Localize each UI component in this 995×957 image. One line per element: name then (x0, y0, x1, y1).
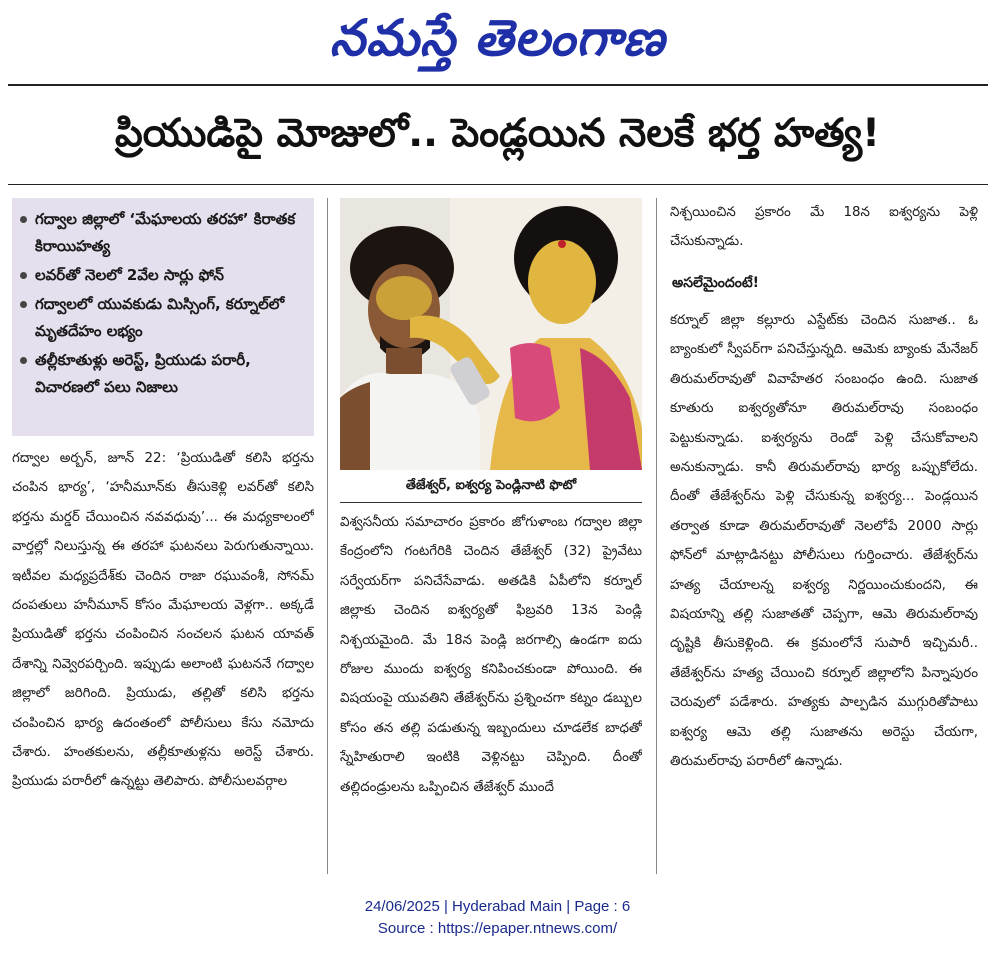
footer-edition-info: 24/06/2025 | Hyderabad Main | Page : 6 (364, 898, 631, 915)
highlight-item: లవర్‌తో నెలలో 2వేల సార్లు ఫోన్ (20, 262, 310, 289)
article-column-1 (12, 444, 314, 874)
newspaper-logo: నమస్తే తెలంగాణ (329, 9, 666, 67)
headline-divider (8, 184, 988, 185)
photo-caption: తేజేశ్వర్, ఐశ్వర్య పెండ్లినాటి ఫొటో (340, 470, 642, 503)
article-column-3-top (670, 198, 978, 260)
highlights-box (12, 198, 314, 436)
article-column-3 (670, 306, 978, 874)
column-separator (327, 198, 328, 874)
bullet-icon (20, 272, 27, 279)
article-text: విశ్వసనీయ సమాచారం ప్రకారం జోగుళాంబ గద్వాల జిల్లా కేంద్రంలోని గంటగేరికి చెందిన తేజేశ్వర్ (32) ప్రైవేటు సర్వేయర్‌గా పనిచేసేవాడు. అతడికి ఏపీలోని కర్నూల్ జిల్లాకు చెందిన ఐశ్వర్యతో ఫిబ్రవరి 13న పెండ్లి నిశ్చయమైంది. మే 18న పెండ్లి జరగాల్సి ఉండగా ఐదు రోజుల ముందు ఐశ్వర్య కనిపించకుండా పోయింది. ఈ విషయంపై యువతిని తేజేశ్వర్‌ను ప్రశ్నించగా కట్నం డబ్బుల కోసం తన తల్లి పడుతున్న ఇబ్బందులు చూడలేక బాధతో స్నేహితురాలి ఇంటికి వెళ్లినట్టు చెప్పింది. దీంతో తల్లిదండ్రులను ఒప్పించిన తేజేశ్వర్ ముందే (340, 515, 642, 795)
article-text: నిశ్చయించిన ప్రకారం మే 18న ఐశ్వర్యను పెళ్లి చేసుకున్నాడు. (670, 205, 978, 250)
highlight-item: తల్లీకూతుళ్లు అరెస్ట్, ప్రియుడు పరారీ, విచారణలో పలు నిజాలు (20, 347, 310, 401)
masthead-divider (8, 84, 988, 86)
wedding-photo (340, 198, 642, 470)
couple-photo-illustration (340, 198, 642, 470)
bullet-icon (20, 357, 27, 364)
highlight-item: గద్వాలలో యువకుడు మిస్సింగ్, కర్నూల్‌లో మృతదేహం లభ్యం (20, 291, 310, 345)
article-text: గద్వాల అర్బన్, జూన్ 22: ‘ప్రియుడితో కలిసి భర్తను చంపిన భార్య’, ‘హనీమూన్‌కు తీసుకెళ్లి లవర్‌తో కలిసి భర్తను మర్డర్ చేయించిన నవవధువు’... ఈ మధ్యకాలంలో వార్తల్లో నిలుస్తున్న ఈ తరహా ఘటనలు పెరుగుతున్నాయి. ఇటీవల మధ్యప్రదేశ్‌కు చెందిన రాజా రఘువంశీ, సోనమ్ దంపతులు హనీమూన్ కోసం మేఘాలయ వెళ్లగా.. అక్కడే ప్రియుడితో భర్తను చంపించిన సంచలన ఘటన యావత్ దేశాన్ని నివ్వెరపర్చింది. ఇప్పుడు అలాంటి ఘటననే గద్వాల జిల్లాలో జరిగింది. ప్రియుడు, తల్లితో కలిసి భర్తను చంపించిన భార్య ఉదంతంలో పోలీసులు కేసు నమోదు చేశారు. హంతకులను, తల్లీకూతుళ్లను అరెస్ట్ చేశారు. ప్రియుడు పరారీలో ఉన్నట్టు తెలిపారు. పోలీసులవర్గాల (12, 451, 314, 790)
masthead (0, 2, 995, 74)
headline: ప్రియుడిపై మోజులో.. పెండ్లయిన నెలకే భర్త హత్య! (115, 111, 880, 156)
bullet-icon (20, 301, 27, 308)
section-subhead: అసలేమైందంటే! (672, 275, 760, 291)
footer-source: Source : https://epaper.ntnews.com/ (377, 920, 618, 937)
highlight-item: గద్వాల జిల్లాలో ‘మేఘాలయ తరహా’ కిరాతక కిరాయిహత్య (20, 206, 310, 260)
column-separator (656, 198, 657, 874)
bullet-icon (20, 216, 27, 223)
article-column-2 (340, 508, 642, 874)
article-text: కర్నూల్ జిల్లా కల్లూరు ఎస్టేట్‌కు చెందిన సుజాత.. ఓ బ్యాంకులో స్వీపర్‌గా పనిచేస్తున్నది. ఆమెకు బ్యాంకు మేనేజర్ తిరుమల్‌రావుతో వివాహేతర సంబంధం ఉంది. సుజాత కూతురు ఐశ్వర్యతోనూ తిరుమల్‌రావు సంబంధం పెట్టుకున్నాడు. ఐశ్వర్యను రెండో పెళ్లి చేసుకోవాలని అనుకున్నాడు. కానీ తిరుమల్‌రావు భార్య ఒప్పుకోలేదు. దీంతో తేజేశ్వర్‌ను పెళ్లి చేసుకున్న ఐశ్వర్య... పెండ్లయిన తర్వాత కూడా తిరుమల్‌రావుతో నెలలోపే 2000 సార్లు ఫోన్‌లో మాట్లాడినట్టు పోలీసులు గుర్తించారు. తేజేశ్వర్‌ను హత్య చేయాలన్న ఐశ్వర్య నిర్ణయించుకుందని, ఈ విషయాన్ని తల్లి సుజాతతో చెప్పగా, ఆమె తిరుమల్‌రావు దృష్టికి తీసుకెళ్లింది. ఈ క్రమంలోనే సుపారీ ఇచ్చిమరీ.. తేజేశ్వర్‌ను హత్య చేయించి కర్నూల్ జిల్లాలోని పిన్నాపురం చెరువులో పడేశారు. హత్యకు పాల్పడిన ముగ్గురితోపాటు ఐశ్వర్య ఆమె తల్లి సుజాతను అరెస్టు చేయగా, తిరుమల్‌రావు పరారీలో ఉన్నాడు. (670, 313, 978, 770)
